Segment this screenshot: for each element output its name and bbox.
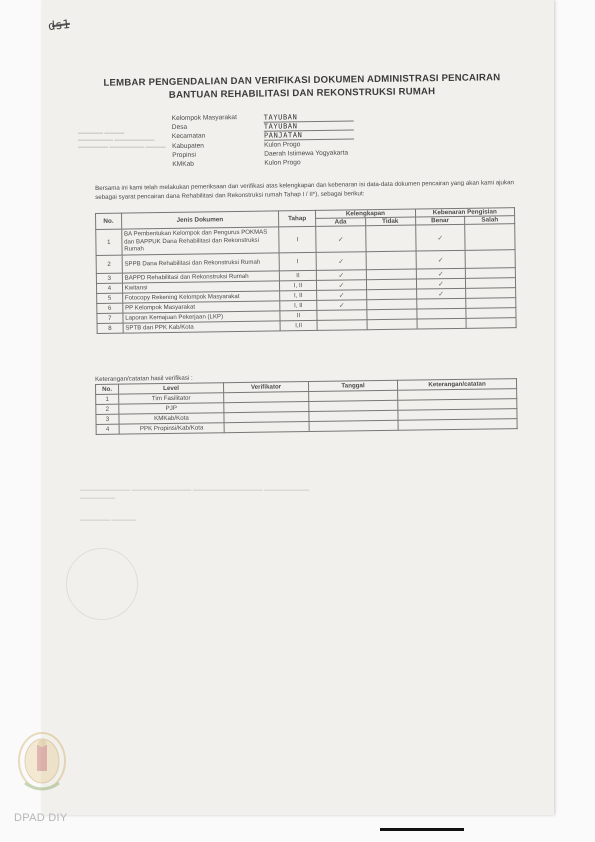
cell-no: 8	[97, 323, 123, 333]
cell-doc: Fotocopy Rekening Kelompok Masyarakat	[122, 291, 279, 303]
identity-label: Kabupaten	[172, 142, 205, 150]
header-tanggal: Tanggal	[308, 380, 397, 391]
cell-level: Tim Fasilitator	[119, 393, 224, 404]
cell-tidak	[367, 309, 417, 320]
cell-benar: ✓	[416, 250, 466, 269]
cell-no: 7	[97, 313, 123, 323]
header-verifikator: Verifikator	[223, 382, 308, 393]
cell-benar: ✓	[416, 288, 466, 299]
cell-level: PJP	[119, 403, 224, 414]
cell-salah	[466, 318, 516, 329]
cell-doc: PP Kelompok Masyarakat	[122, 301, 279, 313]
cell-no: 3	[96, 414, 119, 424]
identity-block	[171, 113, 349, 170]
cell-salah	[466, 278, 516, 289]
cell-salah	[465, 250, 515, 269]
header-kelengkapan: Kelengkapan	[316, 209, 415, 218]
watermark-text: DPAD DIY	[14, 812, 68, 824]
cell-tahap: I,II	[280, 320, 317, 331]
cell-tidak	[366, 269, 416, 280]
identity-value: TAYUBAN	[264, 112, 354, 122]
cell-level: PPK Propinsi/Kab/Kota	[119, 423, 224, 434]
cell-tidak	[366, 289, 416, 300]
cell-level: KMKab/Kota	[119, 413, 224, 424]
cell-tahap: I, II	[280, 290, 317, 301]
cell-doc: Kwitansi	[122, 281, 279, 293]
cell-tahap: II	[279, 270, 316, 281]
header-salah: Salah	[465, 216, 515, 225]
header-keterangan: Keterangan/catatan	[397, 379, 516, 391]
cell-tanggal	[309, 420, 398, 431]
handwritten-mark: ds1	[47, 16, 71, 34]
identity-label: KMKab	[172, 160, 194, 168]
cell-no: 2	[96, 404, 119, 414]
identity-value: TAYUBAN	[264, 122, 354, 132]
cell-doc: BA Pembentukan Kelompok dan Pengurus POKMAS dan BAPPUK Dana Rehabilitasi dan Rekonstruksi Rumah	[121, 227, 279, 255]
cell-no: 1	[96, 394, 119, 404]
cell-benar: ✓	[416, 268, 466, 279]
identity-label: Kelompok Masyarakat	[171, 114, 237, 123]
cell-ada: ✓	[317, 270, 367, 281]
cell-benar: ✓	[415, 224, 465, 251]
cell-verifikator	[224, 422, 309, 433]
identity-value: Kulon Progo	[264, 159, 301, 167]
cell-benar	[417, 318, 467, 329]
cell-doc: SPTB dari PPK Kab/Kota	[123, 321, 280, 333]
identity-value: PANJATAN	[264, 131, 354, 141]
title-line-2: BANTUAN REHABILITASI DAN REKONSTRUKSI RUMAH	[168, 86, 436, 101]
document-checklist-table	[95, 207, 517, 334]
cell-no: 3	[96, 273, 122, 283]
cell-tidak	[365, 225, 415, 252]
identity-value: Kulon Progo	[263, 140, 301, 149]
title-line-1: LEMBAR PENGENDALIAN DAN VERIFIKASI DOKUMEN ADMINISTRASI PENCAIRAN	[103, 72, 501, 89]
bleed-through-stamp	[66, 548, 138, 620]
cell-salah	[466, 268, 516, 279]
cell-tahap: II	[280, 310, 317, 321]
cell-benar: ✓	[416, 278, 466, 289]
cell-tidak	[366, 251, 416, 270]
scan-edge-bar	[380, 828, 464, 831]
cell-doc: BAPPD Rehabilitasi dan Rekonstruksi Rumah	[122, 271, 279, 283]
dpad-diy-logo-icon	[17, 731, 67, 799]
cell-benar	[416, 308, 466, 319]
header-no: No.	[96, 213, 122, 229]
header-tahap: Tahap	[278, 210, 316, 227]
identity-label: Kecamatan	[171, 132, 206, 141]
header-tidak: Tidak	[365, 217, 415, 226]
identity-label: Propinsi	[172, 151, 197, 159]
cell-salah	[466, 288, 516, 299]
cell-ada: ✓	[316, 252, 366, 271]
cell-ada	[317, 320, 367, 331]
cell-no: 4	[96, 283, 122, 293]
cell-no: 4	[96, 424, 119, 434]
cell-no: 5	[97, 293, 123, 303]
cell-tidak	[366, 279, 416, 290]
cell-tidak	[366, 299, 416, 310]
notes-caption: Keterangan/catatan hasil verifikasi :	[95, 374, 193, 383]
cell-tahap: I	[279, 252, 317, 271]
cell-no: 6	[97, 303, 123, 313]
cell-tahap: I	[279, 226, 317, 253]
cell-tahap: I, II	[279, 280, 316, 291]
cell-salah	[465, 224, 515, 251]
cell-ada	[317, 310, 367, 321]
cell-keterangan	[398, 419, 517, 431]
identity-value: Daerah Istimewa Yogyakarta	[264, 149, 349, 158]
cell-doc: SPPB Dana Rehabilitasi dan Rekonstruksi Rumah	[122, 253, 279, 273]
cell-ada: ✓	[317, 290, 367, 301]
header-benar: Benar	[415, 216, 465, 225]
cell-salah	[466, 308, 516, 319]
cell-salah	[466, 298, 516, 309]
cell-ada: ✓	[317, 280, 367, 291]
bleed-through-text: ▬▬▬▬▬▬▬▬▬▬ ▬▬▬▬▬▬▬▬▬▬▬▬ ▬▬▬▬▬▬▬▬▬▬▬▬▬▬ ▬▬▬▬▬▬▬▬▬ ▬▬▬▬▬▬▬ ▬▬▬▬▬▬ ▬▬▬▬▬	[80, 487, 310, 523]
cell-no: 2	[96, 255, 122, 273]
cell-ada: ✓	[317, 300, 367, 311]
cell-no: 1	[96, 229, 122, 255]
header-level: Level	[119, 383, 224, 394]
header-no: No.	[96, 384, 119, 394]
cell-tahap: I, II	[280, 300, 317, 311]
bleed-through-text: ▬▬▬▬▬ ▬▬▬▬ ▬▬▬▬▬▬▬ ▬▬▬▬▬▬▬▬ ▬▬▬▬▬▬ ▬▬▬▬▬▬▬ ▬▬▬▬	[78, 130, 166, 150]
header-kebenaran: Kebenaran Pengisian	[415, 208, 515, 217]
cell-benar	[416, 298, 466, 309]
header-jenis-dokumen: Jenis Dokumen	[121, 211, 278, 229]
identity-label: Desa	[171, 123, 188, 132]
verification-table	[95, 378, 518, 435]
cell-ada: ✓	[316, 226, 366, 253]
intro-paragraph: Bersama ini kami telah melakukan pemeriksaan dan verifikasi atas kelengkapan dan kebenaran isi data-data dokumen pencairan yang akan kami ajukan sebagai syarat pencairan dana Rehabilitasi dan Rekonstruksi rumah Tahap I / II*), sebagai berikut:	[95, 179, 515, 201]
cell-tidak	[367, 319, 417, 330]
header-ada: Ada	[316, 218, 366, 227]
cell-doc: Laporan Kemajuan Pekerjaan (LKP)	[123, 311, 280, 323]
